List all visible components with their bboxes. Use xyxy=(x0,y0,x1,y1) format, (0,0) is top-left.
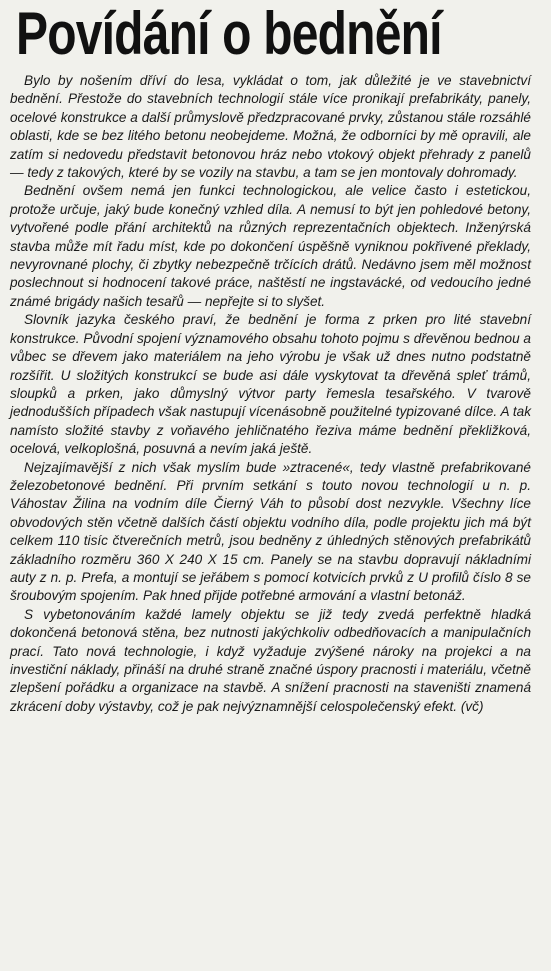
article-paragraph: S vybetonováním každé lamely objektu se již tedy zvedá perfektně hladká dokončená betonová stěna, bez nutnosti jakýchkoliv odbedňovacích a manipulačních prací. Tato nová technologie, i když vyžaduje zvýšené nároky na projekci a na investiční náklady, přináší na druhé straně značné úspory pracnosti i materiálu, včetně zlepšení pořádku a organizace na stavbě. A snížení pracnosti na staveništi znamená zkrácení doby výstavby, což je pak nejvýznamnější celospolečenský efekt. (vč) xyxy=(10,606,531,714)
article-paragraph: Bylo by nošením dříví do lesa, vykládat o tom, jak důležité je ve stavebnictví bednění. Přestože do stavebních technologií stále více pronikají prefabrikáty, panely, ocelové konstrukce a další průmyslově předzpracované prvky, zůstanou stále rozsáhlé oblasti, kde se bez litého betonu neobejdeme. Možná, že odborníci by mě opravili, ale zatím si nedovedu představit betonovou hráz nebo vtokový objekt přehrady z panelů — tedy z takových, které by se vozily na stavbu, a tam se jen montovaly dohromady. xyxy=(10,73,531,181)
article-paragraph: Nejzajímavější z nich však myslím bude »ztracené«, tedy vlastně prefabrikované železobetonové bednění. Při prvním setkání s touto novou technologií u n. p. Váhostav Žilina na vodním díle Čierný Váh to působí dost nezvykle. Všechny líce obvodových stěn včetně dalších částí objektu vodního díla, podle projektu jich má být celkem 110 tisíc čtverečních metrů, jsou bedněny z úhledných stěnových prefabrikátů základního rozměru 360 X 240 X 15 cm. Panely se na stavbu dopravují nákladními auty z n. p. Prefa, a montují se jeřábem s pomocí kotvicích prvků z U profilů číslo 8 se šroubovým spojením. Pak hned přijde potřebné armování a vlastní betonáž. xyxy=(10,459,531,604)
article-paragraph: Slovník jazyka českého praví, že bednění je forma z prken pro lité stavební konstrukce. Původní spojení významového obsahu tohoto pojmu s dřevěnou bednou a vůbec se dřevem jako materiálem na jeho výrobu je však už dnes nutno podstatně rozšířit. U složitých konstrukcí se bude asi dále vyskytovat ta dřevěná spleť trámů, sloupků a prken, jako důmyslný výtvor party řemesla tesařského. V tvarově jednodušších případech však nastupují vícenásobně použitelné typizované dílce. A tak namísto složité stavby z voňavého jehličnatého řeziva máme bednění překližková, ocelová, velkoplošná, posuvná a nevím jaká ještě. xyxy=(10,312,531,457)
article-body xyxy=(10,72,531,716)
article-headline: Povídání o bednění xyxy=(16,0,442,67)
article-paragraph: Bednění ovšem nemá jen funkci technologickou, ale velice často i estetickou, protože určuje, jaký bude konečný vzhled díla. A nemusí to být jen pohledové betony, vytvořené podle přání architektů na různých reprezentačních objektech. Inženýrská stavba může mít řadu míst, kde po dokončení úspěšně vyniknou pokřivené překlady, nevyrovnané plochy, či zbytky nebezpečně trčících drátů. Nedávno jsem měl možnost poslechnout si hodnocení takové práce, naštěstí ne ingstavácké, od vedoucího jedné známé brigády našich tesařů — nepřejte si to slyšet. xyxy=(10,183,531,309)
